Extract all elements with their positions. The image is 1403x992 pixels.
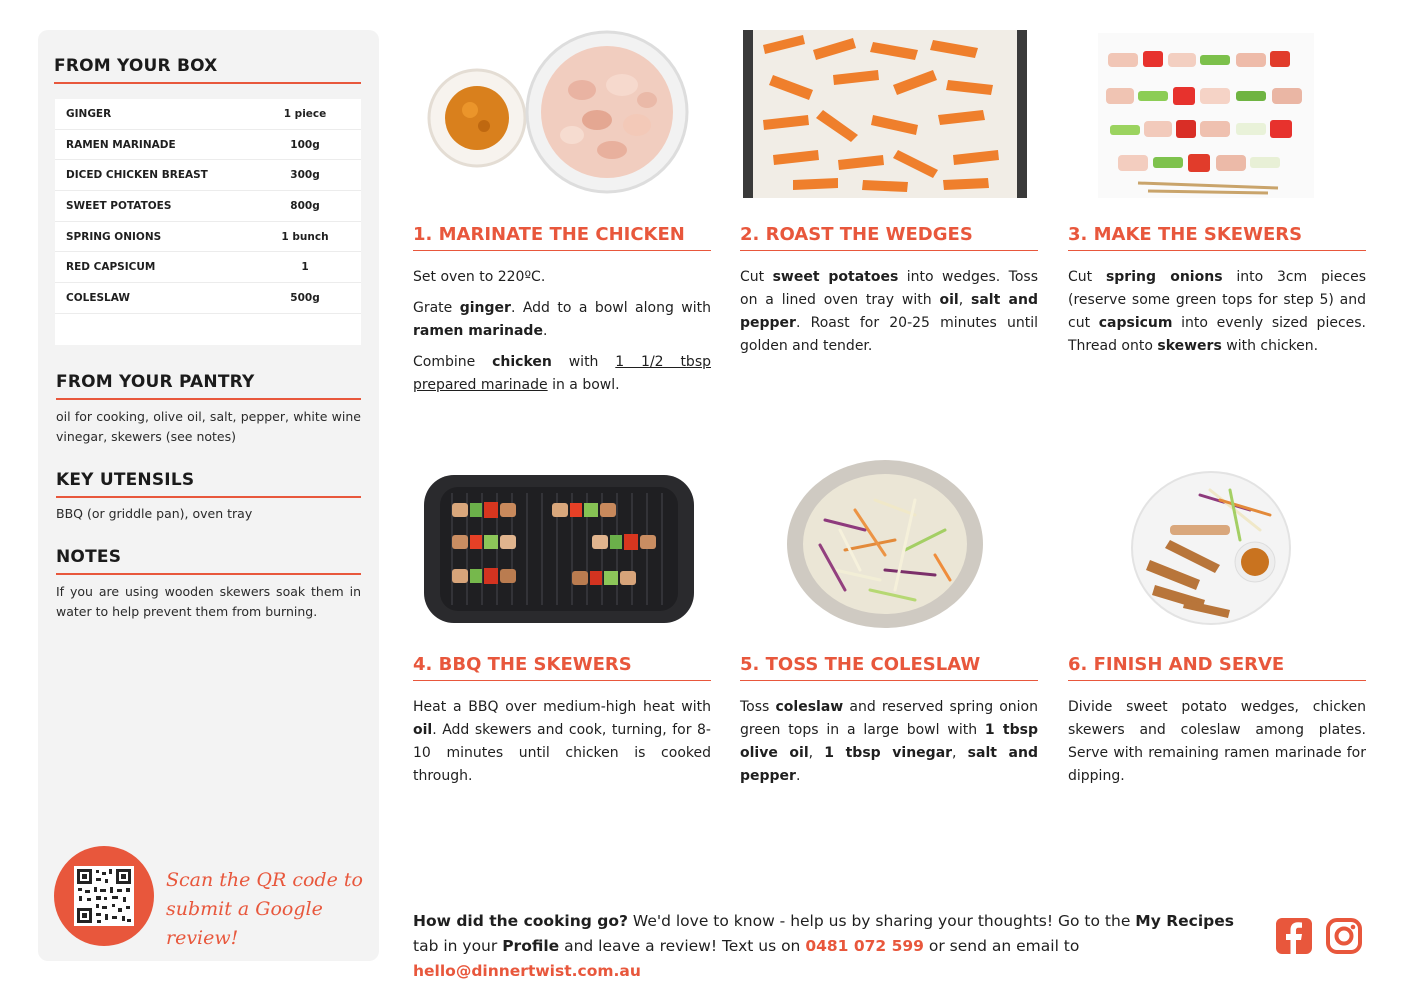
step-6-title: 6. FINISH AND SERVE [1068,654,1366,681]
text-span: Grate [413,300,460,316]
step-1-title: 1. MARINATE THE CHICKEN [413,224,711,251]
step-5-para [740,696,1038,788]
ingredient-name: SPRING ONIONS [66,230,162,243]
text-span: . Add skewers and cook, turning, for 8-10 minutes until chicken is cooked through. [413,722,711,784]
text-span: . Roast for 20-25 minutes until golden and tender. [740,315,1038,354]
qr-code-icon [74,866,134,926]
step-1-text [413,266,711,405]
ingredient-name: GINGER [66,107,112,120]
text-span: into wedges. Toss on a lined oven tray with [740,269,1038,308]
ingredient-qty: 100g [290,138,320,151]
ingredient-name: DICED CHICKEN BREAST [66,169,208,182]
text-span: Toss [740,699,776,715]
step-3-image [1098,33,1314,198]
text-span: with chicken. [1221,338,1319,354]
ingredient-bold: capsicum [1098,315,1173,331]
step-1-para-1: Set oven to 220ºC. [413,269,546,285]
qr-line-1: Scan the QR code to [166,869,363,891]
step-4-text [413,696,711,796]
text-span: or send an email to [923,937,1080,955]
ingredient-bold: spring onions [1105,269,1223,285]
ingredient-qty: 1 [301,261,309,274]
step-3-para [1068,266,1366,358]
text-span: Cut [1068,269,1106,285]
table-row [55,130,361,161]
sidebar [38,30,379,961]
text-span: with [551,354,616,370]
ingredient-bold: ramen marinade [413,323,543,339]
ingredient-bold: salt and pepper [740,292,1038,331]
text-span: . [542,323,548,339]
step-6-image [1130,470,1292,626]
step-2-image [743,30,1027,198]
step-3-text [1068,266,1366,366]
text-span: . Add to a bowl along with [510,300,711,316]
ingredient-qty: 300g [290,169,320,182]
instagram-icon[interactable] [1325,917,1363,955]
step-6-para: Divide sweet potato wedges, chicken skewers and coleslaw among plates. Serve with remaining ramen marinade for dipping. [1068,699,1366,784]
ingredient-qty: 800g [290,199,320,212]
step-4-title: 4. BBQ THE SKEWERS [413,654,711,681]
ingredient-bold: coleslaw [775,699,844,715]
ingredient-bold: 1 tbsp olive oil [740,722,1039,761]
step-6-text [1068,696,1366,796]
step-1-image [422,30,692,200]
text-span: into evenly sized pieces. Thread onto [1068,315,1367,354]
step-5-title: 5. TOSS THE COLESLAW [740,654,1038,681]
step-2-para [740,266,1038,358]
pantry-text: oil for cooking, olive oil, salt, pepper, white wine vinegar, skewers (see notes) [56,409,361,444]
ingredient-bold: chicken [492,354,552,370]
step-1-para-2 [413,297,711,343]
table-row [55,283,361,314]
footer-heading: How did the cooking go? [413,912,628,930]
ingredient-qty: 1 piece [283,107,327,120]
step-4-para [413,696,711,788]
text-span: Cut [740,269,773,285]
step-3-title: 3. MAKE THE SKEWERS [1068,224,1366,251]
text-span: . [795,768,801,784]
from-your-box-title: FROM YOUR BOX [54,56,361,84]
text-span: Heat a BBQ over medium-high heat with [413,699,711,715]
step-2-title: 2. ROAST THE WEDGES [740,224,1038,251]
text-span: We'd love to know - help us by sharing your thoughts! Go to the [627,912,1136,930]
ingredient-bold: salt and pepper [740,745,1038,784]
utensils-text: BBQ (or griddle pan), oven tray [56,506,253,521]
profile-label: Profile [502,937,560,955]
ingredient-name: SWEET POTATOES [66,199,172,212]
phone-link[interactable]: 0481 072 599 [805,937,924,955]
ingredient-bold: oil [413,722,433,738]
table-row [55,222,361,253]
text-span: , [952,745,968,761]
ingredient-bold: ginger [459,300,511,316]
ingredient-bold: sweet potatoes [772,269,899,285]
text-span: , [958,292,971,308]
text-span: , [808,745,825,761]
ingredient-name: RAMEN MARINADE [66,138,176,151]
table-row [55,99,361,130]
email-link[interactable]: hello@dinnertwist.com.au [413,962,641,980]
ingredients-table [55,99,361,345]
notes-title: NOTES [56,547,361,575]
text-span: into 3cm pieces (reserve some green tops for step 5) and cut [1068,269,1366,331]
ingredient-bold: 1 tbsp vinegar [824,745,953,761]
notes-text: If you are using wooden skewers soak them in water to help prevent them from burning. [56,584,361,619]
table-row [55,160,361,191]
text-span: tab in your [413,937,503,955]
step-5-image [785,460,985,628]
text-span: Combine [413,354,493,370]
step-1-para-3 [413,351,711,397]
ingredient-name: RED CAPSICUM [66,261,156,274]
from-your-pantry-title: FROM YOUR PANTRY [56,372,361,400]
ingredient-bold: oil [939,292,959,308]
facebook-icon[interactable] [1275,917,1313,955]
ingredient-qty: 1 bunch [281,230,329,243]
qr-review-prompt [166,866,366,953]
my-recipes-label: My Recipes [1135,912,1234,930]
step-5-text [740,696,1038,796]
text-span: and reserved spring onion green tops in a large bowl with [740,699,1038,738]
review-footer [413,909,1263,984]
ingredient-qty: 500g [290,291,320,304]
ingredient-bold: skewers [1157,338,1222,354]
ingredient-name: COLESLAW [66,291,130,304]
table-row [55,252,361,283]
key-utensils-title: KEY UTENSILS [56,470,361,498]
text-span: in a bowl. [547,377,620,393]
marinade-amount: 1 1/2 tbsp prepared marinade [413,354,711,393]
step-2-text [740,266,1038,366]
qr-code-badge[interactable] [54,846,154,946]
qr-line-2: submit a Google review! [166,898,323,949]
step-4-image [422,473,696,625]
text-span: and leave a review! Text us on [559,937,806,955]
table-row [55,191,361,222]
